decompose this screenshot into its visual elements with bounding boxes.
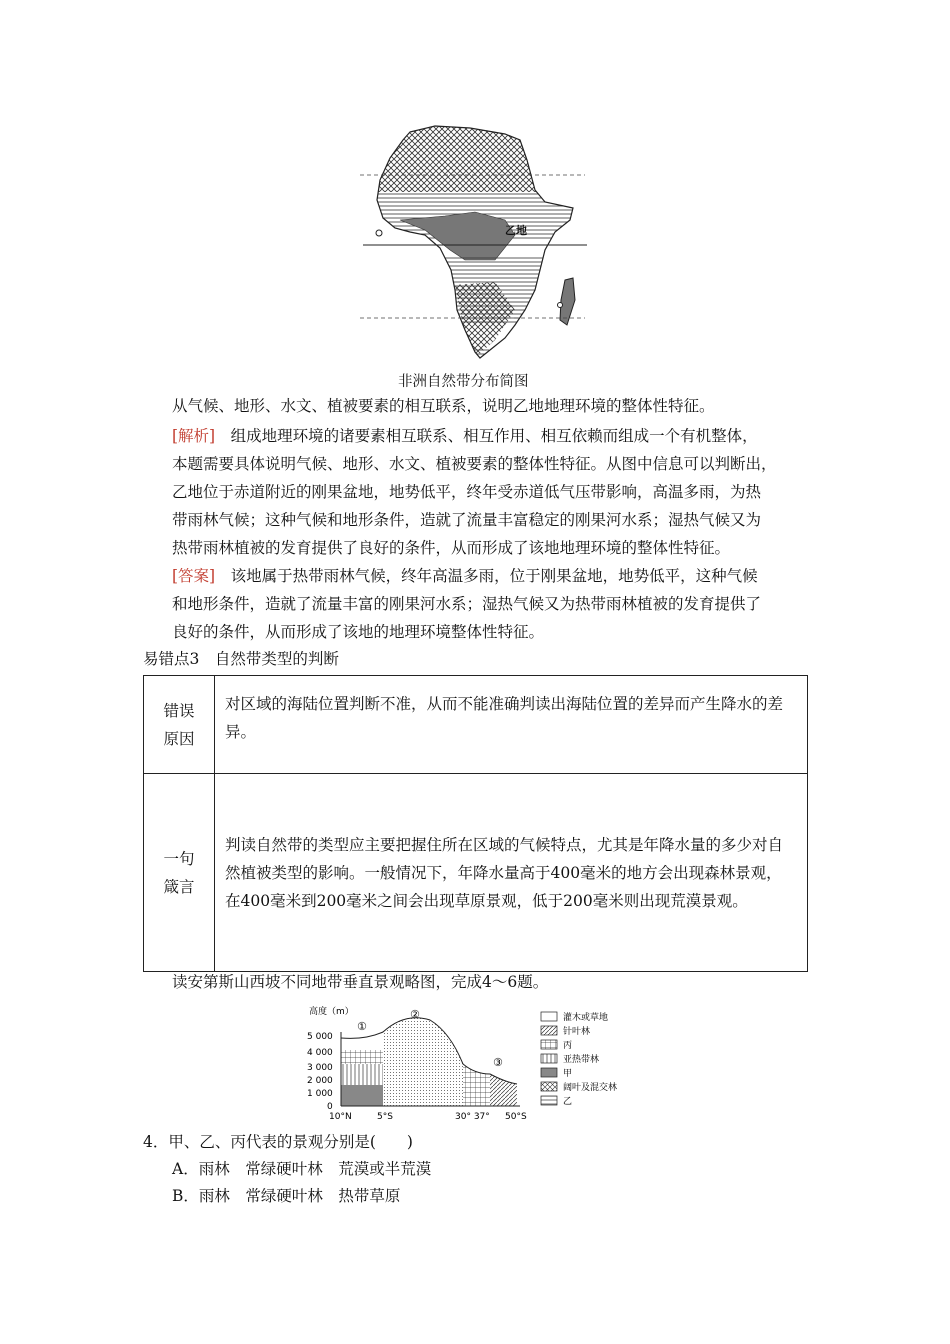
map-caption: 非洲自然带分布简图 — [398, 374, 529, 390]
map-label-yi: 乙地 — [505, 224, 527, 237]
row-key: 一句 箴言 — [144, 774, 215, 972]
analysis-line: 乙地位于赤道附近的刚果盆地，地势低平，终年受赤道低气压带影响，高温多雨，为热 — [172, 483, 762, 501]
analysis-line: 组成地理环境的诸要素相互联系、相互作用、相互依赖而组成一个有机整体， — [230, 427, 758, 445]
analysis-line: 热带雨林植被的发育提供了良好的条件，从而形成了该地地理环境的整体性特征。 — [172, 539, 731, 557]
legend-item: 甲 — [563, 1069, 573, 1079]
x-tick: 30° 37° — [455, 1112, 490, 1122]
x-tick: 5°S — [377, 1112, 393, 1122]
x-tick: 50°S — [505, 1112, 527, 1122]
legend-item: 针叶林 — [563, 1027, 591, 1037]
row-value: 对区域的海陆位置判断不准，从而不能准确判读出海陆位置的差异而产生降水的差异。 — [215, 676, 808, 774]
question-stem: 从气候、地形、水文、植被要素的相互联系，说明乙地地理环境的整体性特征。 — [172, 397, 715, 415]
x-tick: 10°N — [329, 1112, 352, 1122]
analysis-line: 本题需要具体说明气候、地形、水文、植被要素的整体性特征。从图中信息可以判断出， — [172, 455, 777, 473]
legend-item: 阔叶及混交林 — [563, 1083, 618, 1093]
analysis-block — [172, 422, 822, 562]
africa-map — [355, 120, 595, 365]
option-b: B．雨林 常绿硬叶林 热带草原 — [172, 1187, 401, 1205]
y-tick: 4 000 — [307, 1048, 333, 1058]
intro-line: 读安第斯山西坡不同地带垂直景观略图，完成4～6题。 — [172, 973, 549, 991]
legend-item: 乙 — [563, 1097, 573, 1107]
zone-marker: ① — [357, 1020, 367, 1033]
y-tick: 5 000 — [307, 1032, 333, 1042]
analysis-line: 带雨林气候；这种气候和地形条件，造就了流量丰富稳定的刚果河水系；湿热气候又为 — [172, 511, 762, 529]
profile-ylabel: 高度（m） — [309, 1007, 354, 1017]
table-row — [144, 676, 808, 774]
option-a: A．雨林 常绿硬叶林 荒漠或半荒漠 — [172, 1160, 432, 1178]
answer-line: 良好的条件，从而形成了该地的地理环境整体性特征。 — [172, 623, 545, 641]
question-4-stem: 4．甲、乙、丙代表的景观分别是( ) — [143, 1133, 413, 1151]
row-value: 判读自然带的类型应主要把握住所在区域的气候特点，尤其是年降水量的多少对自然植被类型的影响。一般情况下，年降水量高于400毫米的地方会出现森林景观，在400毫米到200毫米之间会出现草原景观，低于200毫米则出现荒漠景观。 — [215, 774, 808, 972]
analysis-tag: [解析] — [172, 427, 216, 445]
y-tick: 2 000 — [307, 1076, 333, 1086]
andes-profile-figure — [305, 1002, 645, 1122]
y-tick: 1 000 — [307, 1089, 333, 1099]
table-row — [144, 774, 808, 972]
legend-item: 灌木或草地 — [563, 1013, 609, 1023]
legend-item: 丙 — [563, 1041, 573, 1051]
profile-legend — [541, 1011, 617, 1107]
zone-marker: ③ — [493, 1056, 503, 1069]
answer-line: 该地属于热带雨林气候，终年高温多雨，位于刚果盆地，地势低平，这种气候 — [230, 567, 758, 585]
row-key: 错误 原因 — [144, 676, 215, 774]
legend-item: 亚热带林 — [563, 1055, 600, 1065]
y-tick: 0 — [327, 1102, 333, 1112]
zone-marker: ② — [410, 1008, 420, 1021]
answer-tag: [答案] — [172, 567, 216, 585]
error-table — [143, 675, 808, 972]
answer-block — [172, 562, 822, 646]
section-title: 易错点3 自然带类型的判断 — [143, 650, 339, 668]
answer-line: 和地形条件，造就了流量丰富的刚果河水系；湿热气候又为热带雨林植被的发育提供了 — [172, 595, 762, 613]
y-tick: 3 000 — [307, 1063, 333, 1073]
